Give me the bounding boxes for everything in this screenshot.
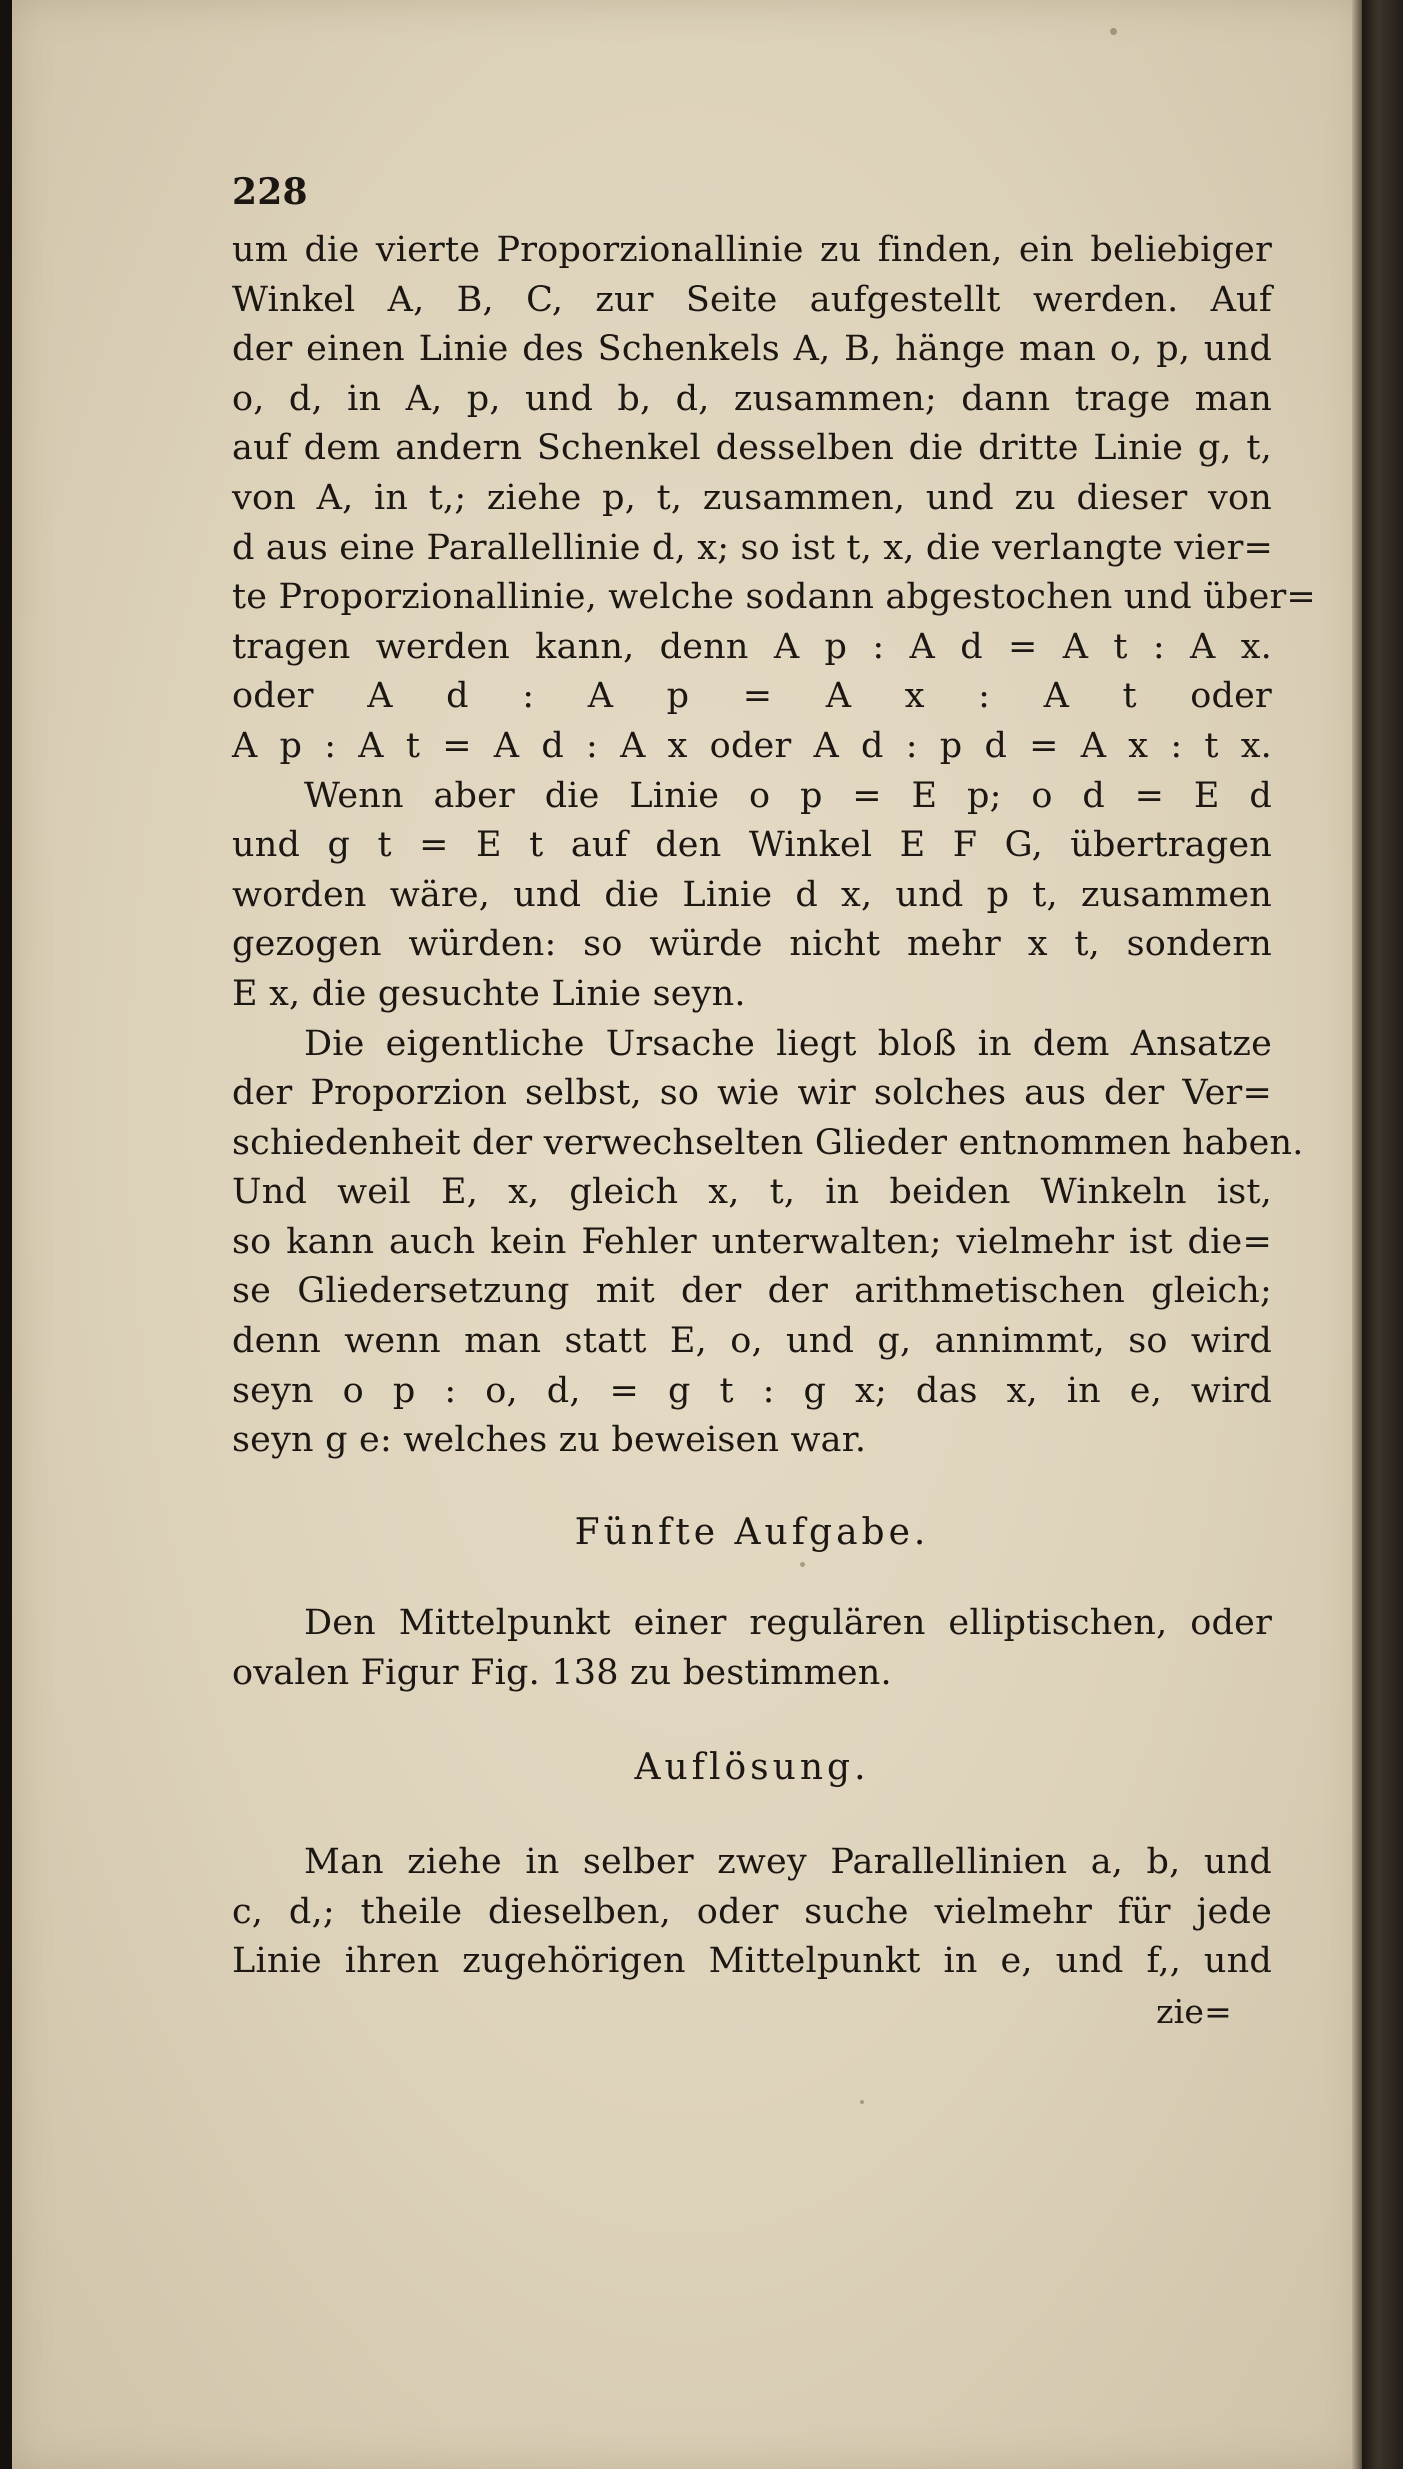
text-line: seyn o p : o, d, = g t : g x; das x, in e, wird bbox=[232, 1370, 1272, 1411]
text-line: gezogen würden: so würde nicht mehr x t, sondern bbox=[232, 924, 1272, 965]
text-line: um die vierte Proporzionallinie zu finden, ein beliebiger bbox=[232, 230, 1272, 270]
text-line: te Proporzionallinie, welche sodann abgestochen und über= bbox=[232, 577, 1316, 618]
text-line: Linie ihren zugehörigen Mittelpunkt in e, und f,, und bbox=[232, 1941, 1272, 1982]
text-line: Den Mittelpunkt einer regulären elliptischen, oder bbox=[304, 1603, 1272, 1644]
paper-speck bbox=[860, 2100, 864, 2104]
text-line: A p : A t = A d : A x oder A d : p d = A x : t x. bbox=[232, 725, 1272, 766]
paragraph-solution bbox=[232, 1838, 1272, 1987]
catchword: zie= bbox=[1156, 1992, 1232, 2031]
text-line: Die eigentliche Ursache liegt bloß in dem Ansatze bbox=[304, 1023, 1272, 1064]
text-line: und g t = E t auf den Winkel E F G, übertragen bbox=[232, 825, 1272, 866]
text-line: o, d, in A, p, und b, d, zusammen; dann trage man bbox=[232, 378, 1272, 419]
text-line: oder A d : A p = A x : A t oder bbox=[232, 676, 1272, 717]
section-heading-aufloesung: Auflösung. bbox=[634, 1746, 870, 1788]
section-heading-fuenfte-aufgabe: Fünfte Aufgabe. bbox=[574, 1511, 930, 1553]
page-text bbox=[232, 168, 1316, 2037]
paragraph-wenn-aber bbox=[232, 772, 1272, 1020]
text-line: d aus eine Parallellinie d, x; so ist t, x, die verlangte vier= bbox=[232, 527, 1274, 568]
text-line: tragen werden kann, denn A p : A d = A t : A x. bbox=[232, 626, 1272, 667]
text-line: der einen Linie des Schenkels A, B, hänge man o, p, und bbox=[232, 329, 1272, 370]
page-edge-shadow bbox=[1352, 0, 1362, 2469]
text-line: denn wenn man statt E, o, und g, annimmt, so wird bbox=[232, 1321, 1272, 1362]
text-line: se Gliedersetzung mit der der arithmetischen gleich; bbox=[232, 1271, 1272, 1312]
page-number: 228 bbox=[232, 171, 308, 213]
text-line: ovalen Figur Fig. 138 zu bestimmen. bbox=[232, 1653, 892, 1694]
book-binding-edge bbox=[1362, 0, 1403, 2469]
text-line: seyn g e: welches zu beweisen war. bbox=[232, 1420, 867, 1461]
paper-speck bbox=[1110, 28, 1117, 35]
text-line: auf dem andern Schenkel desselben die dritte Linie g, t, bbox=[232, 428, 1272, 469]
text-line: Und weil E, x, gleich x, t, in beiden Winkeln ist, bbox=[232, 1172, 1272, 1213]
text-line: E x, die gesuchte Linie seyn. bbox=[232, 973, 746, 1014]
text-line: so kann auch kein Fehler unterwalten; vielmehr ist die= bbox=[232, 1221, 1272, 1262]
text-line: Wenn aber die Linie o p = E p; o d = E d bbox=[304, 775, 1272, 816]
paragraph-proportion-construction bbox=[232, 226, 1316, 772]
text-line: Winkel A, B, C, zur Seite aufgestellt werden. Auf bbox=[232, 279, 1272, 320]
paragraph-task bbox=[232, 1599, 1272, 1698]
text-line: worden wäre, und die Linie d x, und p t, zusammen bbox=[232, 874, 1272, 915]
text-line: der Proporzion selbst, so wie wir solches aus der Ver= bbox=[232, 1073, 1272, 1114]
text-line: von A, in t,; ziehe p, t, zusammen, und zu dieser von bbox=[232, 477, 1272, 518]
text-line: c, d,; theile dieselben, oder suche vielmehr für jede bbox=[232, 1891, 1272, 1932]
paragraph-ursache bbox=[232, 1020, 1304, 1466]
text-line: schiedenheit der verwechselten Glieder entnommen haben. bbox=[232, 1122, 1304, 1163]
text-line: Man ziehe in selber zwey Parallellinien a, b, und bbox=[304, 1842, 1272, 1883]
